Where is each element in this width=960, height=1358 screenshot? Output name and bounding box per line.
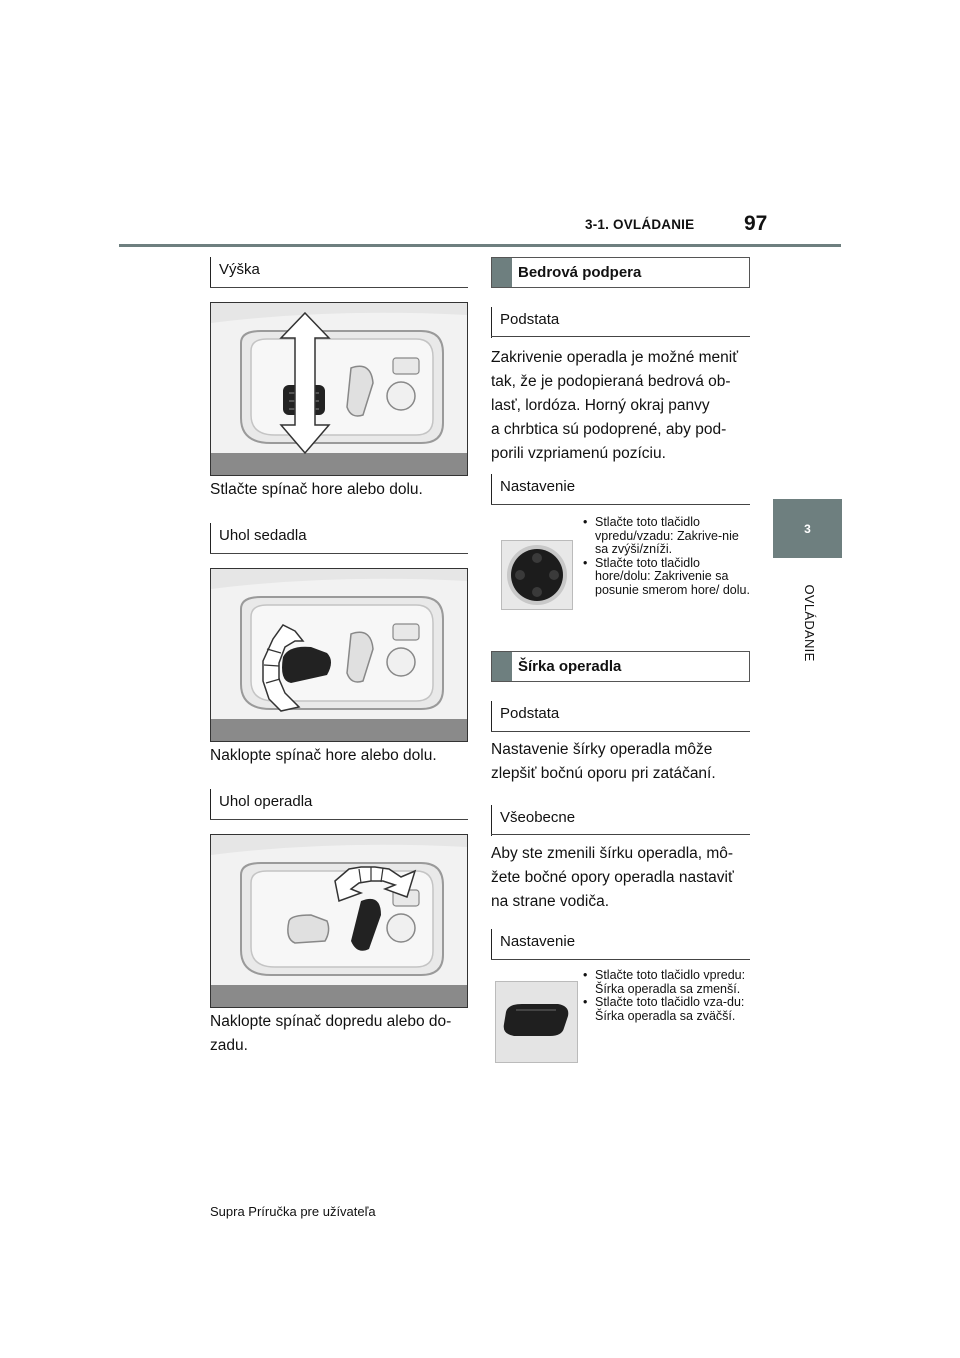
bullets-width <box>575 969 755 1023</box>
heading-rule <box>210 287 468 288</box>
bullet-item: • Stlačte toto tlačidlo hore/dolu: Zakrivenie sa posunie smerom hore/ dolu. <box>575 557 755 598</box>
running-header-section: 3-1. OVLÁDANIE <box>585 217 695 232</box>
bullet-item: • Stlačte toto tlačidlo vpredu: Šírka operadla sa zmenší. <box>575 969 755 996</box>
heading-rule <box>491 959 750 960</box>
bullet-item: • Stlačte toto tlačidlo vza-du: Šírka operadla sa zväčší. <box>575 996 755 1023</box>
heading-nastavenie: Nastavenie <box>491 474 750 505</box>
heading-box-lumbar <box>491 257 750 288</box>
bullet-item: • Stlačte toto tlačidlo vpredu/vzadu: Zakrive-nie sa zvýši/zníži. <box>575 516 755 557</box>
para-general-l3: na strane vodiča. <box>491 893 610 910</box>
caption-height: Stlačte spínač hore alebo dolu. <box>210 481 423 498</box>
heading-rule <box>491 336 750 337</box>
chapter-tab: 3 <box>773 499 842 558</box>
heading-nastavenie: Nastavenie <box>491 929 750 960</box>
header-rule <box>119 244 841 247</box>
para-lumbar-l3: lasť, lordóza. Horný okraj panvy <box>491 397 710 414</box>
heading-box-label: Šírka operadla <box>518 658 622 675</box>
heading-box-tab <box>492 652 512 681</box>
heading-rule <box>491 834 750 835</box>
heading-box-label: Bedrová podpera <box>518 264 642 281</box>
figure-lumbar-button <box>501 540 573 610</box>
heading-box-width <box>491 651 750 682</box>
heading-rule <box>210 819 468 820</box>
heading-rule <box>491 731 750 732</box>
para-general-l1: Aby ste zmenili šírku operadla, mô- <box>491 845 734 862</box>
heading-box-tab <box>492 258 512 287</box>
bullets-lumbar <box>575 516 755 597</box>
heading-podstata: Podstata <box>491 307 750 338</box>
para-lumbar-l2: tak, že je podopieraná bedrová ob- <box>491 373 731 390</box>
figure-seat-height <box>210 302 468 476</box>
chapter-side-label: OVLÁDANIE <box>802 584 817 662</box>
page-number: 97 <box>744 212 768 235</box>
para-width-l2: zlepšiť bočnú oporu pri zatáčaní. <box>491 765 716 782</box>
figure-backrest-angle <box>210 834 468 1008</box>
caption-seat-angle: Naklopte spínač hore alebo dolu. <box>210 747 437 764</box>
figure-width-button <box>495 981 578 1063</box>
para-lumbar-l5: porili vzpriamenú pozíciu. <box>491 445 666 462</box>
heading-vyska: Výška <box>210 257 468 288</box>
caption-backrest-angle-line1: Naklopte spínač dopredu alebo do- <box>210 1013 452 1030</box>
heading-podstata: Podstata <box>491 701 750 732</box>
caption-backrest-angle-line2: zadu. <box>210 1037 248 1054</box>
para-width-l1: Nastavenie šírky operadla môže <box>491 741 713 758</box>
heading-vseobecne: Všeobecne <box>491 805 750 836</box>
heading-rule <box>491 504 750 505</box>
heading-rule <box>210 553 468 554</box>
para-general-l2: žete bočné opory operadla nastaviť <box>491 869 734 886</box>
footer-manual-title: Supra Príručka pre užívateľa <box>210 1204 376 1219</box>
figure-seat-angle <box>210 568 468 742</box>
para-lumbar-l1: Zakrivenie operadla je možné meniť <box>491 349 739 366</box>
heading-backrest-angle: Uhol operadla <box>210 789 468 820</box>
para-lumbar-l4: a chrbtica sú podoprené, aby pod- <box>491 421 727 438</box>
heading-seat-angle: Uhol sedadla <box>210 523 468 554</box>
